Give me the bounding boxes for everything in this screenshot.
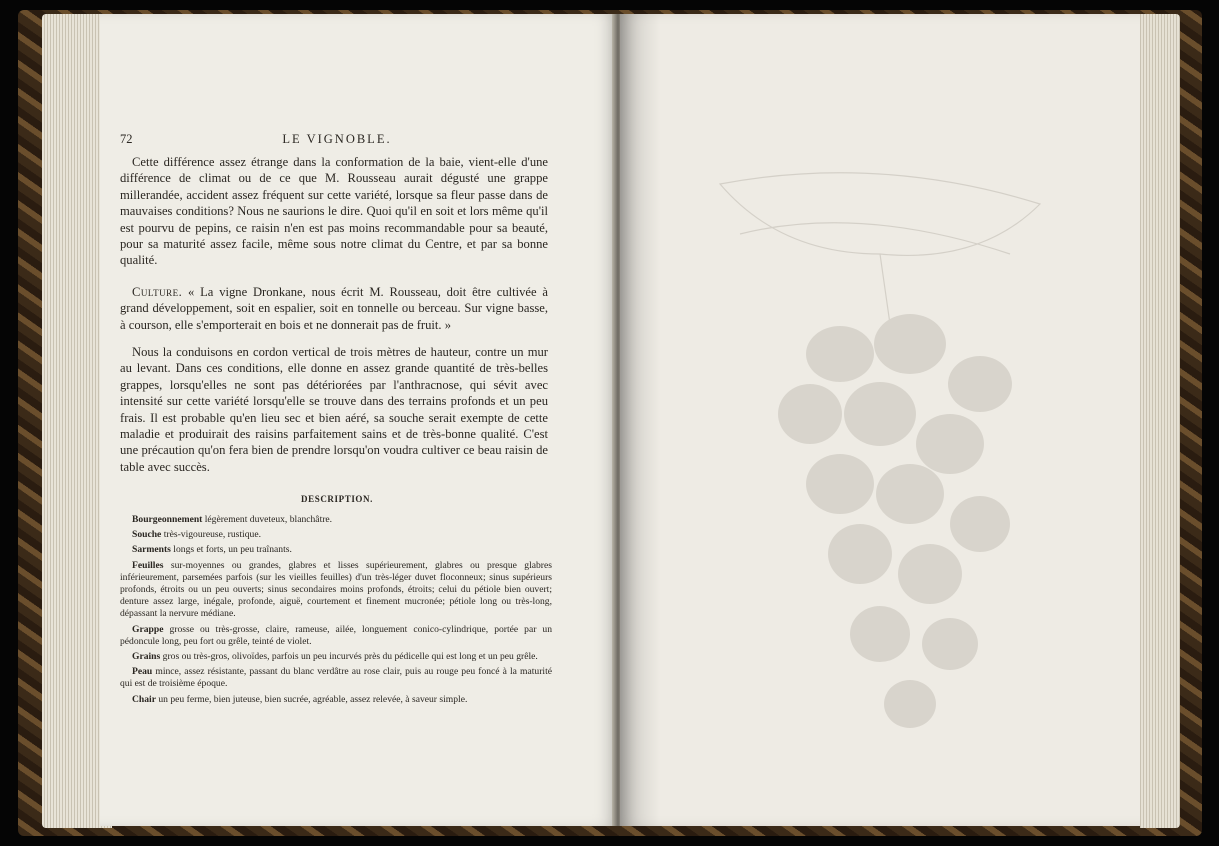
description-item [120, 529, 552, 541]
description-text: très-vigoureuse, rustique. [161, 529, 261, 541]
description-term: Feuilles [132, 559, 164, 571]
description-text: sur-moyennes ou grandes, glabres et lisses supérieurement, glabres ou presque glabres inférieurement, parsemées parfois (sur les vieilles feuilles) d'un très-léger duvet floconneux; sinus supérieurs profonds, étroits ou un peu ouverts; sinus secondaires moins profonds, étroits; celui du pétiole bien ouvert; denture assez large, inégale, profonde, aiguë, courtement et finement mucronée; pétiole long ou très-long, dépassant la nervure médiane. [120, 559, 552, 620]
culture-label: Culture. [132, 285, 183, 299]
description-term: Chair [132, 693, 156, 705]
left-page [100, 14, 618, 826]
description-term: Bourgeonnement [132, 514, 203, 525]
description-term: Peau [132, 666, 153, 678]
paragraph-2 [120, 284, 548, 333]
description-item [120, 560, 552, 621]
description-text: légèrement duveteux, blanchâtre. [202, 514, 333, 525]
page-header [120, 132, 554, 148]
description-title: DESCRIPTION. [301, 494, 373, 504]
description-term: Souche [132, 529, 162, 541]
description-item [120, 544, 552, 556]
spine-shadow [620, 14, 660, 826]
description-text: mince, assez résistante, passant du blanc verdâtre au rose clair, puis au rouge peu foncé à la maturité qui est de troisième époque. [120, 666, 552, 690]
paragraph-3: Nous la conduisons en cordon vertical de trois mètres de hauteur, contre un mur au levant. Dans ces conditions, elle donne en assez grande quantité de très-belles grappes, lorsqu'elles ne sont pas détériorées par l'anthracnose, qui sévit avec intensité sur cette variété lorsqu'elle se trouve dans des terrains profonds et un peu frais. Il est probable qu'en lieu sec et bien aéré, sa souche serait exempte de cette maladie et produirait des raisins parfaitement sains et de très-bonne qualité. C'est une précaution qu'on fera bien de prendre lorsqu'on voudra cultiver ce beau raisin de table avec succès. [120, 345, 548, 474]
description-item [120, 694, 552, 706]
description-text: un peu ferme, bien juteuse, bien sucrée, agréable, assez relevée, à saveur simple. [155, 693, 468, 705]
description-list [120, 514, 552, 709]
page-number: 72 [120, 132, 133, 146]
paragraph-1: Cette différence assez étrange dans la conformation de la baie, vient-elle d'une différence de climat ou de ce que M. Rousseau aurait dégusté une grappe millerandée, accident assez fréquent sur cette variété, lorsque sa fleur passe dans de mauvaises conditions? Nous ne saurions le dire. Quoi qu'il en soit et lors même qu'il est pourvu de pepins, ce raisin n'en est pas moins recommandable pour sa beauté, pour sa maturité assez facile, même sous notre climat du Centre, et par sa bonne qualité. [120, 155, 548, 268]
description-text: grosse ou très-grosse, claire, rameuse, ailée, longuement conico-cylindrique, portée par un pédoncule long, peu fort ou grêle, teinté de violet. [120, 623, 552, 647]
description-term: Grains [132, 651, 161, 663]
description-item [120, 666, 552, 690]
description-item [120, 651, 552, 663]
description-term: Sarments [132, 544, 171, 556]
description-item [120, 514, 552, 526]
description-item [120, 624, 552, 648]
paragraph-2-text: « La vigne Dronkane, nous écrit M. Rousseau, doit être cultivée à grand développement, soit en espalier, soit en tonnelle ou berceau. Sur vigne basse, à courson, elle s'emporterait en bois et ne donnerait pas de fruit. » [120, 285, 548, 332]
show-through-grape-plate [680, 144, 1080, 764]
description-term: Grappe [132, 623, 164, 635]
description-text: longs et forts, un peu traînants. [170, 544, 292, 556]
page-edges-right [1140, 14, 1180, 828]
right-page [620, 14, 1140, 826]
running-title: LE VIGNOBLE. [282, 132, 392, 146]
description-text: gros ou très-gros, olivoïdes, parfois un peu incurvés près du pédicelle qui est long et un peu grêle. [160, 651, 538, 663]
